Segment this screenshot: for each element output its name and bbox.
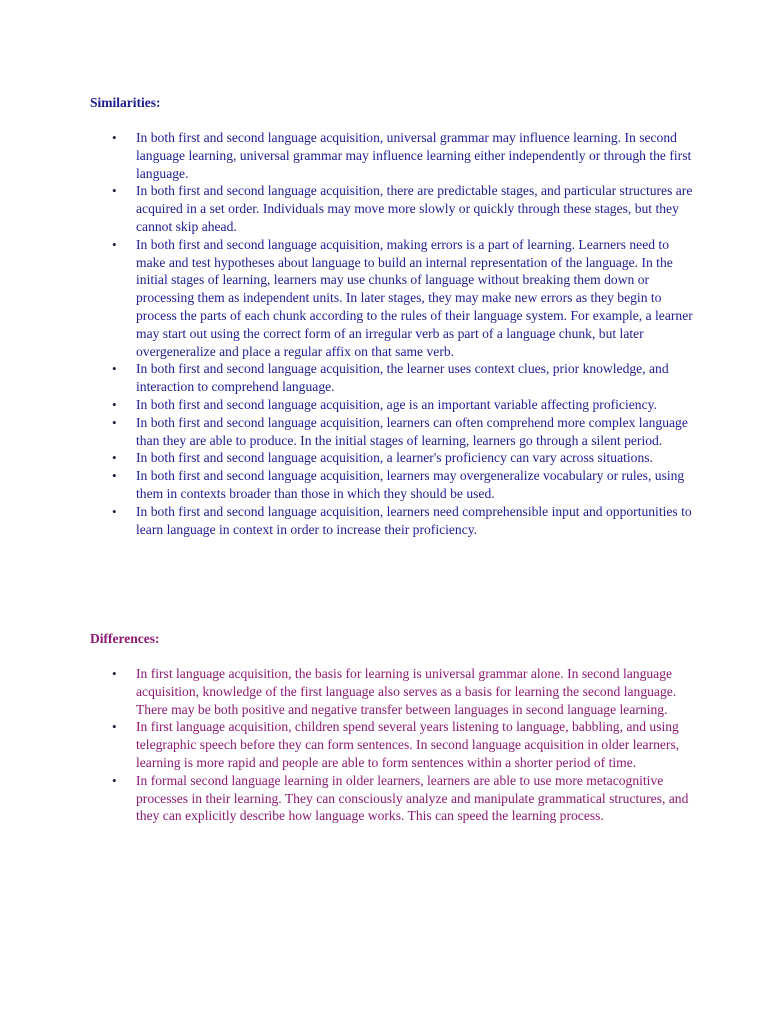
- bullet-icon: •: [112, 396, 117, 412]
- bullet-icon: •: [112, 361, 117, 377]
- similarities-list: [0, 129, 768, 538]
- list-item: [0, 182, 696, 235]
- list-item-text: In formal second language learning in older learners, learners are able to use more metacognitive processes in their learning. They can consciously analyze and manipulate grammatical structures, and they can explicitly describe how language works. This can speed the learning process.: [136, 772, 689, 824]
- differences-heading: Differences:: [90, 631, 160, 646]
- list-item-text: In both first and second language acquisition, age is an important variable affecting proficiency.: [136, 396, 657, 412]
- list-item-text: In both first and second language acquisition, there are predictable stages, and particular structures are acquired in a set order. Individuals may move more slowly or quickly through these stages, but they cannot skip ahead.: [136, 183, 693, 234]
- bullet-icon: •: [112, 468, 117, 484]
- list-item-text: In both first and second language acquisition, making errors is a part of learning. Learners need to make and test hypotheses about language to build an internal representation of the language. In the initial stages of learning, learners may use chunks of language without breaking them down or processing them as independent units. In later stages, they may make new errors as they begin to process the parts of each chunk according to the rules of their language system. For example, a learner may start out using the correct form of an irregular verb as part of a language chunk, but later overgeneralize and place a regular affix on that same verb.: [136, 236, 693, 359]
- bullet-icon: •: [112, 450, 117, 466]
- list-item-text: In first language acquisition, the basis for learning is universal grammar alone. In second language acquisition, knowledge of the first language also serves as a basis for learning the second language. There may be both positive and negative transfer between languages in second language learning.: [136, 666, 677, 717]
- list-item: [0, 396, 696, 414]
- list-item: [0, 503, 696, 539]
- bullet-icon: •: [112, 719, 117, 735]
- bullet-icon: •: [112, 236, 117, 252]
- list-item: [0, 449, 696, 467]
- bullet-icon: •: [112, 414, 117, 430]
- list-item-text: In both first and second language acquisition, learners can often comprehend more complex language than they are able to produce. In the initial stages of learning, learners go through a silent period.: [136, 414, 688, 448]
- list-item-text: In both first and second language acquisition, universal grammar may influence learning. In second language learning, universal grammar may influence learning either independently or through the first language.: [136, 130, 692, 181]
- list-item-text: In both first and second language acquisition, a learner's proficiency can vary across situations.: [136, 450, 653, 466]
- bullet-icon: •: [112, 666, 117, 681]
- differences-list: [0, 665, 768, 825]
- list-item-text: In both first and second language acquisition, learners need comprehensible input and opportunities to learn language in context in order to increase their proficiency.: [136, 503, 692, 537]
- list-item: [0, 236, 696, 361]
- list-item-text: In both first and second language acquisition, learners may overgeneralize vocabulary or rules, using them in contexts broader than those in which they should be used.: [136, 468, 685, 501]
- bullet-icon: •: [112, 183, 117, 199]
- bullet-icon: •: [112, 130, 117, 145]
- list-item-text: In first language acquisition, children spend several years listening to language, babbling, and using telegraphic speech before they can form sentences. In second language acquisition in older learners, learning is more rapid and people are able to form sentences within a shorter period of time.: [136, 719, 680, 770]
- list-item: [0, 467, 696, 503]
- list-item: [0, 360, 696, 396]
- list-item-text: In both first and second language acquisition, the learner uses context clues, prior knowledge, and interaction to comprehend language.: [136, 361, 669, 395]
- bullet-icon: •: [112, 772, 117, 788]
- list-item: [0, 665, 696, 718]
- list-item: [0, 772, 696, 825]
- list-item: [0, 414, 696, 450]
- bullet-icon: •: [112, 503, 117, 519]
- list-item: [0, 129, 696, 182]
- similarities-heading: Similarities:: [90, 95, 161, 110]
- list-item: [0, 718, 696, 771]
